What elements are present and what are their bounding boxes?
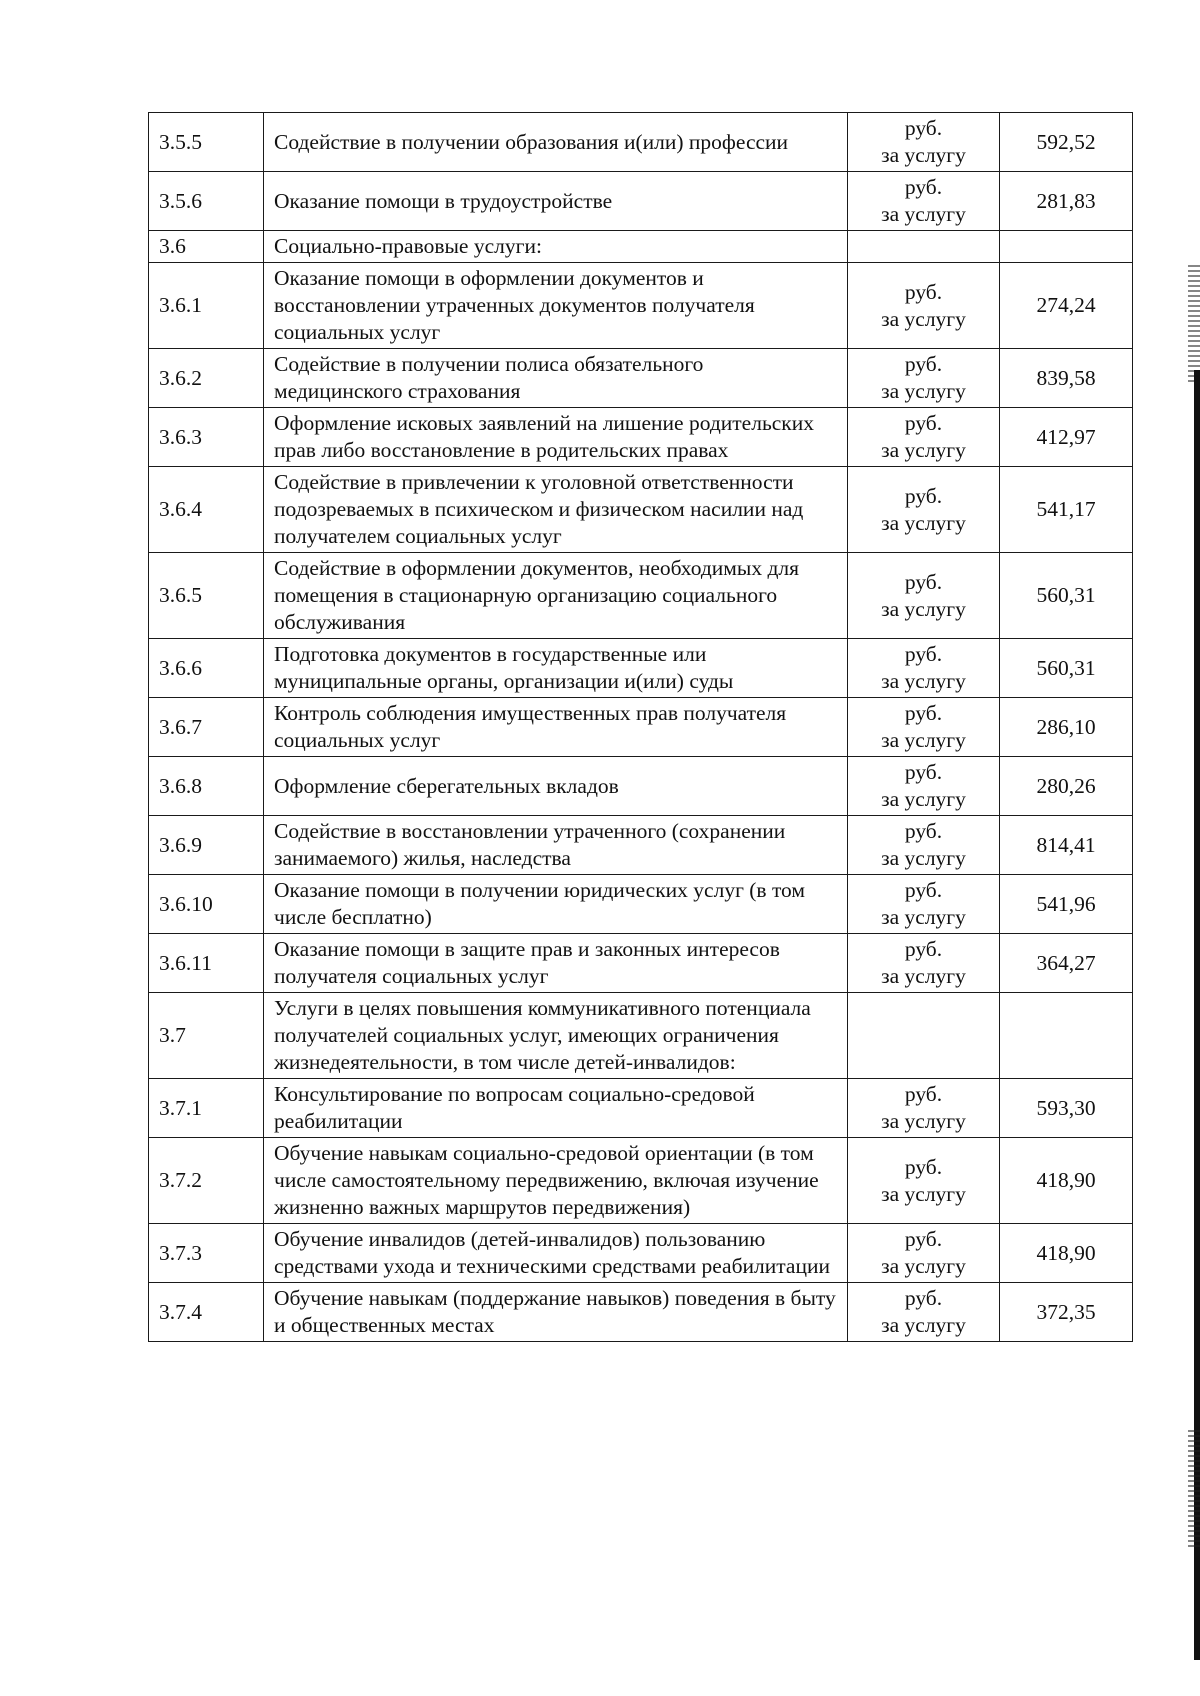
price-value: 839,58: [1000, 349, 1133, 408]
row-number: 3.6.10: [149, 875, 264, 934]
unit-currency: руб.: [904, 701, 943, 725]
row-number: 3.7.4: [149, 1283, 264, 1342]
unit-per-service: за услугу: [881, 1313, 966, 1337]
unit-currency: руб.: [904, 1082, 943, 1106]
table-body: [149, 113, 1133, 1342]
row-number: 3.5.5: [149, 113, 264, 172]
service-name: Содействие в получении полиса обязательного медицинского страхования: [264, 349, 848, 408]
table-row: [149, 934, 1133, 993]
unit-currency: руб.: [904, 878, 943, 902]
price-value: 412,97: [1000, 408, 1133, 467]
table-row: [149, 1224, 1133, 1283]
row-number: 3.7.2: [149, 1138, 264, 1224]
table-row: [149, 467, 1133, 553]
unit-per-service: за услугу: [881, 510, 966, 535]
unit-per-service: за услугу: [881, 596, 966, 621]
row-number: 3.6.3: [149, 408, 264, 467]
price-value: [1000, 993, 1133, 1079]
service-name: Содействие в привлечении к уголовной ответственности подозреваемых в психическом и физическом насилии над получателем социальных услуг: [264, 467, 848, 553]
unit-cell: [848, 757, 1000, 816]
unit-per-service: за услугу: [881, 379, 966, 403]
service-name: Социально-правовые услуги:: [264, 231, 848, 263]
row-number: 3.6.5: [149, 553, 264, 639]
service-name: Обучение инвалидов (детей-инвалидов) пользованию средствами ухода и техническими средствами реабилитации: [264, 1224, 848, 1283]
price-value: 372,35: [1000, 1283, 1133, 1342]
price-value: 418,90: [1000, 1138, 1133, 1224]
service-name: Оказание помощи в оформлении документов и восстановлении утраченных документов получателя социальных услуг: [264, 263, 848, 349]
unit-cell: [848, 231, 1000, 263]
table-row: [149, 993, 1133, 1079]
price-value: 560,31: [1000, 553, 1133, 639]
row-number: 3.6.7: [149, 698, 264, 757]
service-name: Услуги в целях повышения коммуникативного потенциала получателей социальных услуг, имеющих ограничения жизнедеятельности, в том числе детей-инвалидов:: [264, 993, 848, 1079]
table-row: [149, 698, 1133, 757]
price-value: 281,83: [1000, 172, 1133, 231]
unit-per-service: за услугу: [881, 964, 966, 988]
table-row: [149, 639, 1133, 698]
unit-cell: [848, 1224, 1000, 1283]
table-row: [149, 1283, 1133, 1342]
table-row: [149, 408, 1133, 467]
row-number: 3.6: [149, 231, 264, 263]
row-number: 3.6.8: [149, 757, 264, 816]
price-value: 274,24: [1000, 263, 1133, 349]
unit-cell: [848, 172, 1000, 231]
price-value: 280,26: [1000, 757, 1133, 816]
service-name: Оказание помощи в защите прав и законных интересов получателя социальных услуг: [264, 934, 848, 993]
unit-cell: [848, 934, 1000, 993]
row-number: 3.7.1: [149, 1079, 264, 1138]
unit-currency: руб.: [904, 116, 943, 140]
unit-cell: [848, 467, 1000, 553]
unit-cell: [848, 349, 1000, 408]
scan-edge-artifact: [1188, 265, 1200, 385]
row-number: 3.5.6: [149, 172, 264, 231]
unit-currency: руб.: [904, 1227, 943, 1251]
price-value: 286,10: [1000, 698, 1133, 757]
table-row: [149, 231, 1133, 263]
row-number: 3.7: [149, 993, 264, 1079]
unit-per-service: за услугу: [881, 1181, 966, 1206]
unit-cell: [848, 698, 1000, 757]
unit-per-service: за услугу: [881, 306, 966, 331]
service-name: Содействие в получении образования и(или) профессии: [264, 113, 848, 172]
unit-currency: руб.: [904, 642, 943, 666]
price-value: 560,31: [1000, 639, 1133, 698]
table-row: [149, 553, 1133, 639]
unit-per-service: за услугу: [881, 1254, 966, 1278]
unit-per-service: за услугу: [881, 787, 966, 811]
scan-edge-artifact: [1188, 1430, 1200, 1550]
unit-currency: руб.: [904, 569, 943, 594]
service-name: Содействие в оформлении документов, необходимых для помещения в стационарную организацию социального обслуживания: [264, 553, 848, 639]
row-number: 3.6.1: [149, 263, 264, 349]
price-value: 593,30: [1000, 1079, 1133, 1138]
unit-currency: руб.: [904, 352, 943, 376]
table-row: [149, 875, 1133, 934]
unit-per-service: за услугу: [881, 728, 966, 752]
table-row: [149, 263, 1133, 349]
service-name: Оформление исковых заявлений на лишение родительских прав либо восстановление в родительских правах: [264, 408, 848, 467]
row-number: 3.6.9: [149, 816, 264, 875]
unit-currency: руб.: [904, 279, 943, 304]
unit-cell: [848, 816, 1000, 875]
service-name: Оформление сберегательных вкладов: [264, 757, 848, 816]
row-number: 3.6.2: [149, 349, 264, 408]
unit-cell: [848, 1138, 1000, 1224]
price-value: 541,96: [1000, 875, 1133, 934]
table-row: [149, 172, 1133, 231]
unit-cell: [848, 993, 1000, 1079]
price-value: [1000, 231, 1133, 263]
row-number: 3.6.6: [149, 639, 264, 698]
unit-currency: руб.: [904, 411, 943, 435]
unit-cell: [848, 408, 1000, 467]
unit-per-service: за услугу: [881, 143, 966, 167]
table-row: [149, 816, 1133, 875]
service-name: Содействие в восстановлении утраченного (сохранении занимаемого) жилья, наследства: [264, 816, 848, 875]
unit-currency: руб.: [904, 819, 943, 843]
unit-per-service: за услугу: [881, 905, 966, 929]
unit-currency: руб.: [904, 937, 943, 961]
unit-cell: [848, 875, 1000, 934]
unit-cell: [848, 1079, 1000, 1138]
unit-currency: руб.: [904, 483, 943, 508]
unit-cell: [848, 113, 1000, 172]
row-number: 3.6.11: [149, 934, 264, 993]
unit-currency: руб.: [904, 175, 943, 199]
service-name: Обучение навыкам социально-средовой ориентации (в том числе самостоятельному передвижению, включая изучение жизненно важных маршрутов передвижения): [264, 1138, 848, 1224]
services-price-table: [148, 112, 1133, 1342]
unit-currency: руб.: [904, 1154, 943, 1179]
unit-per-service: за услугу: [881, 202, 966, 226]
unit-per-service: за услугу: [881, 1109, 966, 1133]
table-row: [149, 113, 1133, 172]
price-value: 418,90: [1000, 1224, 1133, 1283]
table-row: [149, 1079, 1133, 1138]
unit-per-service: за услугу: [881, 846, 966, 870]
service-name: Контроль соблюдения имущественных прав получателя социальных услуг: [264, 698, 848, 757]
unit-cell: [848, 639, 1000, 698]
price-value: 814,41: [1000, 816, 1133, 875]
unit-currency: руб.: [904, 1286, 943, 1310]
unit-cell: [848, 553, 1000, 639]
service-name: Оказание помощи в получении юридических услуг (в том числе бесплатно): [264, 875, 848, 934]
table-row: [149, 757, 1133, 816]
price-value: 592,52: [1000, 113, 1133, 172]
service-name: Оказание помощи в трудоустройстве: [264, 172, 848, 231]
price-value: 364,27: [1000, 934, 1133, 993]
unit-per-service: за услугу: [881, 669, 966, 693]
unit-currency: руб.: [904, 760, 943, 784]
row-number: 3.7.3: [149, 1224, 264, 1283]
service-name: Обучение навыкам (поддержание навыков) поведения в быту и общественных местах: [264, 1283, 848, 1342]
service-name: Консультирование по вопросам социально-средовой реабилитации: [264, 1079, 848, 1138]
unit-cell: [848, 263, 1000, 349]
row-number: 3.6.4: [149, 467, 264, 553]
price-value: 541,17: [1000, 467, 1133, 553]
unit-per-service: за услугу: [881, 438, 966, 462]
unit-cell: [848, 1283, 1000, 1342]
table-row: [149, 349, 1133, 408]
service-name: Подготовка документов в государственные или муниципальные органы, организации и(или) суды: [264, 639, 848, 698]
table-row: [149, 1138, 1133, 1224]
